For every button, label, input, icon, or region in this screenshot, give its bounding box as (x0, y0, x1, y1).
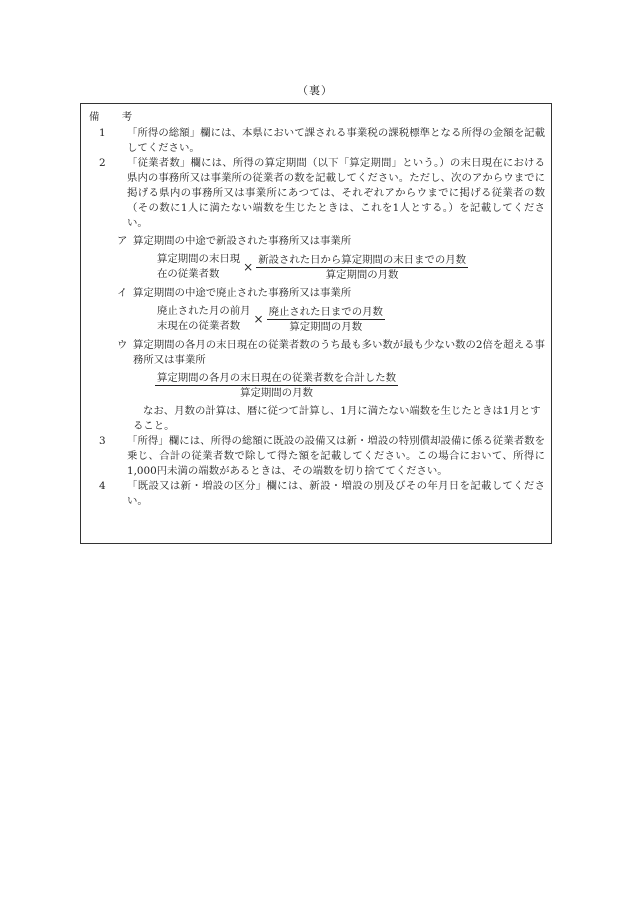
item-marker: ウ (117, 339, 128, 351)
note-number: 1 (99, 127, 106, 139)
item-text: 算定期間の中途で新設された事務所又は事業所 (133, 235, 352, 247)
note-4 (89, 479, 545, 509)
numerator: 新設された日から算定期間の末日までの月数 (258, 253, 466, 266)
note-text: 「所得」欄には、所得の総額に既設の設備又は新・増設の特別償却設備に係る従業者数を乗じ、合計の従業者数で除して得た額を記載してください。この場合において、所得に1,000円未満の端数があるときは、その端数を切り捨ててください。 (127, 435, 545, 477)
formula-a (89, 252, 545, 282)
note-text: 「既設又は新・増設の区分」欄には、新設・増設の別及びその年月日を記載してください。 (127, 480, 545, 507)
note-2 (89, 156, 545, 231)
lhs-line: 末現在の従業者数 (157, 320, 241, 332)
note-text: 「所得の総額」欄には、本県において課される事業税の課税標準となる所得の金額を記載してください。 (127, 127, 545, 154)
item-marker: イ (117, 287, 128, 299)
month-count-remark: なお、月数の計算は、暦に従つて計算し、1月に満たない端数を生じたときは1月とすること。 (133, 405, 541, 432)
formula-u (89, 371, 545, 400)
note-text: 「従業者数」欄には、所得の算定期間（以下「算定期間」という。）の末日現在における県内の事務所又は事業所の従業者の数を記載してください。ただし、次のアからウまでに掲げる県内の事務所又は事業所にあつては、それぞれアからウまでに掲げる従業者の数（その数に1人に満たない端数を生じたときは、これを1人とする。）を記載してください。 (127, 157, 545, 229)
formula-lhs (157, 252, 240, 282)
remarks-box (80, 103, 552, 544)
note-1 (89, 126, 545, 156)
numerator: 算定期間の各月の末日現在の従業者数を合計した数 (157, 372, 396, 384)
lhs-line: 算定期間の末日現 (157, 253, 241, 265)
lhs-line: 在の従業者数 (157, 268, 220, 280)
note-3 (89, 434, 545, 479)
note-number: 2 (99, 157, 106, 169)
numerator: 廃止された日までの月数 (268, 305, 383, 318)
item-text: 算定期間の中途で廃止された事務所又は事業所 (133, 287, 352, 299)
fraction (267, 305, 385, 334)
multiply-sign: × (253, 311, 264, 326)
note-number: 4 (99, 480, 106, 492)
fraction (155, 371, 398, 400)
item-marker: ア (117, 235, 128, 247)
multiply-sign: × (243, 259, 254, 274)
item-a (89, 234, 545, 249)
formula-i (89, 304, 545, 334)
item-i (89, 286, 545, 301)
remarks-content (89, 110, 545, 509)
remarks-heading: 備 考 (89, 111, 139, 123)
denominator: 算定期間の月数 (289, 320, 363, 333)
page-side-label: （裏） (297, 84, 333, 97)
formula-lhs (157, 304, 251, 334)
denominator: 算定期間の月数 (240, 387, 313, 399)
note-number: 3 (99, 435, 106, 447)
fraction (256, 253, 468, 282)
lhs-line: 廃止された月の前月 (157, 305, 251, 317)
item-u (89, 338, 545, 368)
denominator: 算定期間の月数 (325, 268, 399, 281)
item-text: 算定期間の各月の末日現在の従業者数のうち最も多い数が最も少ない数の2倍を超える事務所又は事業所 (133, 339, 545, 366)
